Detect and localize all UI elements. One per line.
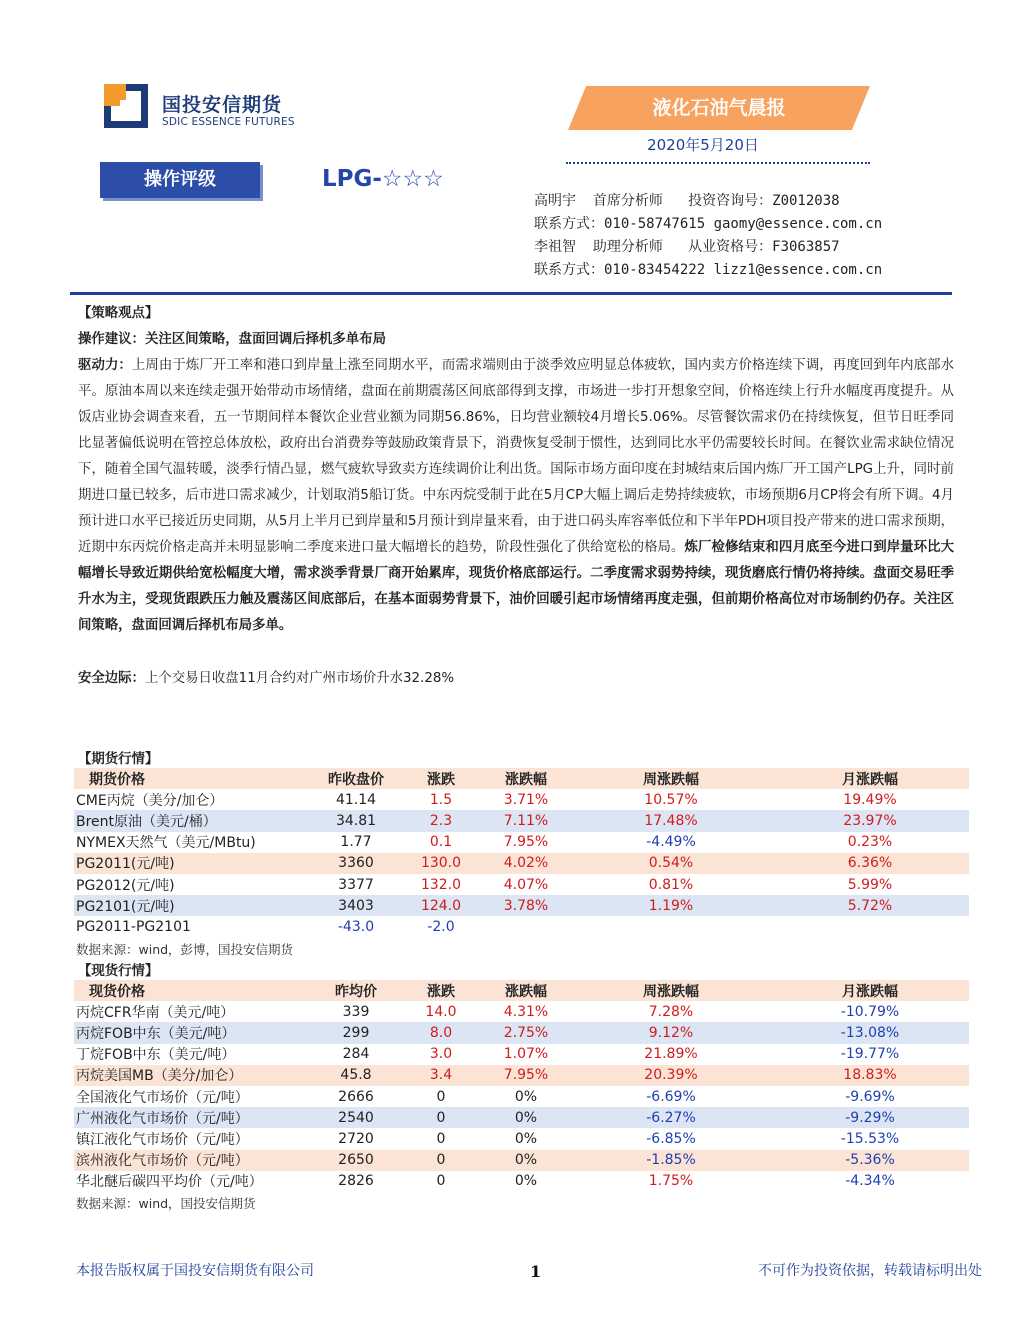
table-row bbox=[74, 1128, 969, 1149]
table-cell: CME丙烷（美分/加仑） bbox=[74, 789, 311, 810]
table-cell: 0 bbox=[401, 1086, 481, 1107]
table-cell: 2720 bbox=[311, 1128, 401, 1149]
table-row bbox=[74, 916, 969, 937]
table-cell: 3.0 bbox=[401, 1044, 481, 1065]
column-header: 现货价格 bbox=[74, 980, 311, 1001]
rating-label: 操作评级 bbox=[144, 169, 216, 190]
table-cell: 20.39% bbox=[571, 1065, 771, 1086]
logo-text-cn: 国投安信期货 bbox=[162, 94, 283, 116]
table-cell: 7.95% bbox=[481, 1065, 571, 1086]
analyst-2-info: 李祖智 助理分析师 从业资格号：F3063857 bbox=[534, 239, 840, 255]
table-cell: -13.08% bbox=[771, 1022, 969, 1043]
table-cell: 299 bbox=[311, 1022, 401, 1043]
table-cell: -1.85% bbox=[571, 1150, 771, 1171]
table-cell: -15.53% bbox=[771, 1128, 969, 1149]
table-cell: 2650 bbox=[311, 1150, 401, 1171]
spot-table bbox=[74, 980, 969, 1192]
table-cell: 1.5 bbox=[401, 789, 481, 810]
spot-source: 数据来源：wind，国投安信期货 bbox=[76, 1196, 256, 1211]
column-header: 涨跌幅 bbox=[481, 768, 571, 789]
table-row bbox=[74, 1001, 969, 1022]
table-row bbox=[74, 1065, 969, 1086]
column-header: 涨跌 bbox=[401, 768, 481, 789]
table-row bbox=[74, 1171, 969, 1192]
table-cell: 34.81 bbox=[311, 810, 401, 831]
table-cell: 17.48% bbox=[571, 810, 771, 831]
table-cell: 4.07% bbox=[481, 874, 571, 895]
table-cell: 1.19% bbox=[571, 895, 771, 916]
table-cell: -9.29% bbox=[771, 1107, 969, 1128]
table-cell: 0.81% bbox=[571, 874, 771, 895]
table-cell: -4.49% bbox=[571, 832, 771, 853]
table-cell: 132.0 bbox=[401, 874, 481, 895]
logo-mark-icon bbox=[104, 84, 148, 128]
table-row bbox=[74, 895, 969, 916]
table-cell: 0% bbox=[481, 1107, 571, 1128]
table-cell: 0 bbox=[401, 1171, 481, 1192]
report-date: 2020年5月20日 bbox=[647, 136, 759, 154]
analyst-1-info: 高明宇 首席分析师 投资咨询号：Z0012038 bbox=[534, 193, 840, 209]
table-cell: 45.8 bbox=[311, 1065, 401, 1086]
column-header: 月涨跌幅 bbox=[771, 768, 969, 789]
driver-paragraph bbox=[78, 353, 954, 639]
table-row bbox=[74, 1086, 969, 1107]
column-header: 昨收盘价 bbox=[311, 768, 401, 789]
analyst-2-contact: 联系方式：010-83454222 lizz1@essence.com.cn bbox=[534, 262, 883, 278]
table-cell: 2.3 bbox=[401, 810, 481, 831]
table-cell: 1.75% bbox=[571, 1171, 771, 1192]
table-cell: 0.1 bbox=[401, 832, 481, 853]
safety-margin bbox=[78, 666, 954, 692]
table-cell: 1.07% bbox=[481, 1044, 571, 1065]
table-cell: 3403 bbox=[311, 895, 401, 916]
dotted-divider bbox=[566, 162, 870, 164]
table-cell: 2826 bbox=[311, 1171, 401, 1192]
table-cell: Brent原油（美元/桶） bbox=[74, 810, 311, 831]
table-cell: 284 bbox=[311, 1044, 401, 1065]
column-header: 昨均价 bbox=[311, 980, 401, 1001]
table-cell: 0.23% bbox=[771, 832, 969, 853]
table-cell: 丙烷FOB中东（美元/吨） bbox=[74, 1022, 311, 1043]
futures-header-row bbox=[74, 768, 969, 789]
product-rating: LPG-☆☆☆ bbox=[322, 166, 444, 192]
table-row bbox=[74, 789, 969, 810]
spot-heading: 【现货行情】 bbox=[78, 964, 159, 979]
table-cell: 7.95% bbox=[481, 832, 571, 853]
footer-copyright: 本报告版权属于国投安信期货有限公司 bbox=[76, 1263, 314, 1279]
table-cell: 21.89% bbox=[571, 1044, 771, 1065]
table-cell: -4.34% bbox=[771, 1171, 969, 1192]
table-cell: 1.77 bbox=[311, 832, 401, 853]
table-cell: 3.4 bbox=[401, 1065, 481, 1086]
table-cell: 18.83% bbox=[771, 1065, 969, 1086]
table-cell: -5.36% bbox=[771, 1150, 969, 1171]
table-cell bbox=[571, 916, 771, 937]
table-cell: 130.0 bbox=[401, 853, 481, 874]
table-row bbox=[74, 810, 969, 831]
table-cell: 6.36% bbox=[771, 853, 969, 874]
spot-header-row bbox=[74, 980, 969, 1001]
table-cell: -10.79% bbox=[771, 1001, 969, 1022]
table-cell: 14.0 bbox=[401, 1001, 481, 1022]
futures-table bbox=[74, 768, 969, 938]
table-cell: 2666 bbox=[311, 1086, 401, 1107]
table-cell: 0 bbox=[401, 1150, 481, 1171]
table-cell: 3.78% bbox=[481, 895, 571, 916]
table-cell: 丙烷美国MB（美分/加仑） bbox=[74, 1065, 311, 1086]
table-cell: 4.31% bbox=[481, 1001, 571, 1022]
page-number: 1 bbox=[530, 1262, 542, 1281]
driver-text: 上周由于炼厂开工率和港口到岸量上涨至同期水平，而需求端则由于淡季效应明显总体疲软，国内卖方价格连续下调，再度回到年内底部水平。原油本周以来连续走强开始带动市场情绪，盘面在前期震荡区间底部得到支撑，市场进一步打开想象空间，价格连续上行升水幅度再度提升。从饭店业协会调查来看，五一节期间样本餐饮企业营业额为同期56.86%，日均营业额较4月增长5.06%。尽管餐饮需求仍在持续恢复，但节日旺季同比显著偏低说明在管控总体放松，政府出台消费券等鼓励政策背景下，消费恢复受制于惯性，达到同比水平仍需要较长时间。在餐饮业需求缺位情况下，随着全国气温转暖，淡季行情凸显，燃气疲软导致卖方连续调价让利出货。国际市场方面印度在封城结束后国内炼厂开工国产LPG上升，同时前期进口量已较多，后市进口需求减少，计划取消5船订货。中东丙烷受制于此在5月CP大幅上调后走势持续疲软，市场预期6月CP将会有所下调。4月预计进口水平已接近历史同期，从5月上半月已到岸量和5月预计到岸量来看，由于进口码头库容率低位和下半年PDH项目投产带来的进口需求预期，近期中东丙烷价格走高并未明显影响二季度来进口量大幅增长的趋势，阶段性强化了供给宽松的格局。 bbox=[78, 358, 955, 555]
column-header: 月涨跌幅 bbox=[771, 980, 969, 1001]
table-cell: 3.71% bbox=[481, 789, 571, 810]
table-cell: PG2101(元/吨) bbox=[74, 895, 311, 916]
table-cell: -43.0 bbox=[311, 916, 401, 937]
table-cell: 滨州液化气市场价（元/吨） bbox=[74, 1150, 311, 1171]
table-cell: 0 bbox=[401, 1128, 481, 1149]
table-cell: 0 bbox=[401, 1107, 481, 1128]
table-cell: 8.0 bbox=[401, 1022, 481, 1043]
table-cell: 2.75% bbox=[481, 1022, 571, 1043]
table-cell: 19.49% bbox=[771, 789, 969, 810]
company-logo bbox=[104, 84, 304, 134]
table-cell: 广州液化气市场价（元/吨） bbox=[74, 1107, 311, 1128]
table-cell: 华北醚后碳四平均价（元/吨） bbox=[74, 1171, 311, 1192]
driver-label: 驱动力： bbox=[78, 358, 132, 373]
table-cell: 4.02% bbox=[481, 853, 571, 874]
header-divider bbox=[70, 292, 952, 295]
table-cell: 339 bbox=[311, 1001, 401, 1022]
table-cell: 7.11% bbox=[481, 810, 571, 831]
table-cell: 23.97% bbox=[771, 810, 969, 831]
table-cell: -2.0 bbox=[401, 916, 481, 937]
table-cell: 5.72% bbox=[771, 895, 969, 916]
table-cell: 3377 bbox=[311, 874, 401, 895]
table-cell: 0% bbox=[481, 1086, 571, 1107]
table-row bbox=[74, 874, 969, 895]
table-cell: NYMEX天然气（美元/MBtu) bbox=[74, 832, 311, 853]
table-cell: 7.28% bbox=[571, 1001, 771, 1022]
table-row bbox=[74, 1107, 969, 1128]
table-cell: -6.85% bbox=[571, 1128, 771, 1149]
table-cell: -6.69% bbox=[571, 1086, 771, 1107]
table-cell: 2540 bbox=[311, 1107, 401, 1128]
table-cell: 10.57% bbox=[571, 789, 771, 810]
table-cell: PG2011(元/吨) bbox=[74, 853, 311, 874]
operation-advice bbox=[78, 327, 954, 353]
table-cell: 3360 bbox=[311, 853, 401, 874]
column-header: 周涨跌幅 bbox=[571, 768, 771, 789]
table-row bbox=[74, 853, 969, 874]
logo-text-en: SDIC ESSENCE FUTURES bbox=[162, 116, 295, 128]
report-title: 液化石油气晨报 bbox=[652, 97, 786, 119]
table-row bbox=[74, 1150, 969, 1171]
table-cell: 0% bbox=[481, 1128, 571, 1149]
table-cell: 全国液化气市场价（元/吨） bbox=[74, 1086, 311, 1107]
table-cell bbox=[771, 916, 969, 937]
table-cell: 0% bbox=[481, 1171, 571, 1192]
table-cell: PG2011-PG2101 bbox=[74, 916, 311, 937]
table-cell: 0% bbox=[481, 1150, 571, 1171]
advice-label: 操作建议： bbox=[78, 332, 145, 347]
safety-text: 上个交易日收盘11月合约对广州市场价升水32.28% bbox=[144, 671, 455, 686]
table-row bbox=[74, 832, 969, 853]
safety-label: 安全边际： bbox=[78, 671, 145, 686]
strategy-heading: 【策略观点】 bbox=[78, 306, 159, 321]
column-header: 期货价格 bbox=[74, 768, 311, 789]
table-cell: 124.0 bbox=[401, 895, 481, 916]
column-header: 周涨跌幅 bbox=[571, 980, 771, 1001]
table-cell: 41.14 bbox=[311, 789, 401, 810]
table-cell: 0.54% bbox=[571, 853, 771, 874]
table-cell: 镇江液化气市场价（元/吨） bbox=[74, 1128, 311, 1149]
table-cell: -6.27% bbox=[571, 1107, 771, 1128]
futures-source: 数据来源：wind，彭博，国投安信期货 bbox=[76, 942, 294, 957]
table-cell: 5.99% bbox=[771, 874, 969, 895]
table-cell: 丙烷CFR华南（美元/吨） bbox=[74, 1001, 311, 1022]
table-cell: 9.12% bbox=[571, 1022, 771, 1043]
table-cell: 丁烷FOB中东（美元/吨） bbox=[74, 1044, 311, 1065]
table-cell: -19.77% bbox=[771, 1044, 969, 1065]
table-cell bbox=[481, 916, 571, 937]
advice-text: 关注区间策略，盘面回调后择机多单布局 bbox=[144, 332, 386, 347]
table-cell: PG2012(元/吨) bbox=[74, 874, 311, 895]
column-header: 涨跌幅 bbox=[481, 980, 571, 1001]
table-cell: -9.69% bbox=[771, 1086, 969, 1107]
table-row bbox=[74, 1044, 969, 1065]
futures-heading: 【期货行情】 bbox=[78, 752, 159, 767]
footer-disclaimer: 不可作为投资依据，转载请标明出处 bbox=[758, 1263, 982, 1279]
table-row bbox=[74, 1022, 969, 1043]
column-header: 涨跌 bbox=[401, 980, 481, 1001]
driver-conclusion: 炼厂检修结束和四月底至今进口到岸量环比大幅增长导致近期供给宽松幅度大增，需求淡季背景厂商开始累库，现货价格底部运行。二季度需求弱势持续，现货磨底行情仍将持续。盘面交易旺季升水为主，受现货跟跌压力触及震荡区间底部后，在基本面弱势背景下，油价回暖引起市场情绪再度走强，但前期价格高位对市场制约仍存。关注区间策略，盘面回调后择机布局多单。 bbox=[78, 540, 955, 633]
analyst-1-contact: 联系方式：010-58747615 gaomy@essence.com.cn bbox=[534, 216, 883, 232]
